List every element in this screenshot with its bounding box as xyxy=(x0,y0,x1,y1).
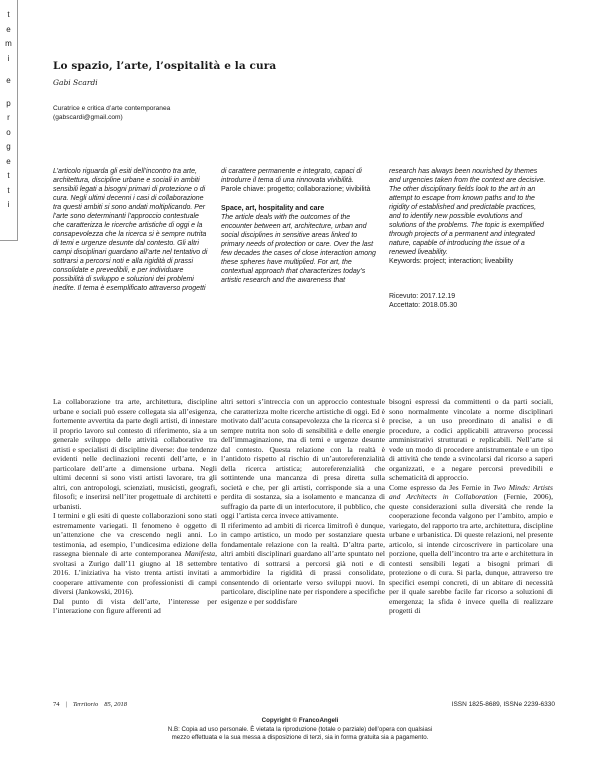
abstract-it-text-cont: di carattere permanente e integrato, capaci di introdurre il tema di una rinnovata vivibilità. xyxy=(221,168,362,184)
article-dates xyxy=(389,292,547,310)
side-tab-letter: e xyxy=(6,24,11,34)
copyright-line: Copyright © FrancoAngeli xyxy=(261,717,339,724)
side-tab-letter: o xyxy=(6,127,11,137)
issn: ISSN 1825-8689, ISSNe 2239-6330 xyxy=(451,701,555,708)
article-author: Gabi Scardi xyxy=(53,78,98,87)
paragraph: I termini e gli esiti di queste collaborazioni sono stati estremamente variegati. Il fenomeno è oggetto di un’attenzione che va crescendo negli anni. Lo testimonia, ad esempio, l’undicesima edizione della rassegna biennale di arte contemporanea Manifesta, svoltasi a Zurigo dall’11 giugno al 18 settembre 2016. L’iniziativa ha visto trenta artisti invitati a cooperare attivamente con professionisti di campi diversi (Jankowski, 2016). xyxy=(53,511,217,596)
copyright-notice xyxy=(0,717,600,743)
journal-name: Territorio xyxy=(72,701,99,708)
abstract-italian xyxy=(53,167,211,293)
side-tab-letter: i xyxy=(7,53,10,63)
author-affiliation xyxy=(53,104,170,122)
abstract-english xyxy=(389,167,547,310)
abstract-it-text: L’articolo riguarda gli esiti dell’incontro tra arte, architettura, discipline urbane e sociali in ambiti sensibili legati a bisogni primari di protezione o di cura. Negli ultimi decenni i casi di collaborazione tra questi ambiti si sono andati moltiplicando. Per l’arte sono determinanti l’approccio contestuale che caratterizza le ricerche artistiche di oggi e la consapevolezza che la ricerca si è sempre nutrita di temi e urgenze desunte dal contesto. Gli altri campi disciplinari guardano all’arte nel tentativo di sottrarsi a percorsi noti e alla rigidità di prassi consolidate e prevedibili, e per individuare possibilità di sviluppo e soluzioni dei problemi inedite. Il tema è esemplificato attraverso progetti xyxy=(53,168,208,292)
body-column-2 xyxy=(221,397,385,672)
page-number: 74 xyxy=(53,701,60,708)
section-side-tab xyxy=(0,0,18,241)
side-tab-letter: m xyxy=(5,39,12,48)
side-tab-letter: i xyxy=(7,200,10,209)
abstract-middle-column xyxy=(221,167,379,285)
paragraph: Dal punto di vista dell’arte, l’interesse per l’interazione con figure afferenti ad xyxy=(53,596,217,615)
abstract-it-keywords: Parole chiave: progetto; collaborazione; vivibilità xyxy=(221,186,371,193)
side-tab-letter: e xyxy=(6,156,11,166)
page-footer xyxy=(53,701,127,708)
affiliation-role: Curatrice e critica d’arte contemporanea xyxy=(53,105,171,112)
footer-separator: | xyxy=(65,701,67,708)
paragraph: Come espresso da Jes Fernie in Two Minds: Artists and Architects in Collaboration (Fernie, 2006), queste considerazioni sulla diversità che rende la cooperazione feconda valgono per l’ambito, ampio e variegato, del rapporto tra arte, architettura, discipline urbane e urbanistica. Di queste relazioni, nel presente articolo, si intende circoscrivere in particolare una porzione, quella dell’incontro tra arte e architettura in contesti sensibili legati a bisogni primari di protezione o di cura. Si parla, dunque, attraverso tre specifici esempi concreti, di un abitare di necessità per il quale sarebbe facile far ricorso a soluzioni di emergenza; la sfida è invece quella di realizzare progetti di xyxy=(389,482,553,615)
copyright-notice-line: N.B: Copia ad uso personale. È vietata la riproduzione (totale o parziale) dell’opera con qualsiasi xyxy=(167,725,433,733)
side-tab-letter: t xyxy=(7,185,10,195)
paragraph: La collaborazione tra arte, architettura, discipline urbane e sociali può essere collegata sia all’esigenza, fortemente avvertita da parte degli artisti, di innestare il proprio lavoro sul contesto di riferimento, sia a un generale sviluppo delle attività collaborative tra artisti e specialisti di discipline diverse: due tendenze evidenti nelle declinazioni recenti dell’arte, e in particolare dell’arte a dimensione urbana. Negli ultimi decenni si sono visti artisti lavorare, tra gli altri, con antropologi, scienziati, musicisti, geografi, filosofi; e inserirsi nell’iter progettuale di architetti e urbanisti. xyxy=(53,397,217,511)
side-tab-letter: g xyxy=(6,142,11,151)
abstract-en-keywords: Keywords: project; interaction; liveability xyxy=(389,258,514,265)
body-column-3 xyxy=(389,397,553,672)
copyright-notice-line: mezzo effettuata e la sua messa a disposizione di terzi, sia in forma gratuita sia a pagamento. xyxy=(171,734,429,741)
side-tab-letter: t xyxy=(7,171,10,180)
journal-issue: 85, 2018 xyxy=(104,701,127,708)
paragraph: altri settori s’intreccia con un approccio contestuale che caratterizza molte ricerche artistiche di oggi. Ed è motivato dall’acuta consapevolezza che la ricerca si è sempre nutrita non solo di sensibilità e delle energie dell’immaginazione, ma di temi e urgenze desunte dal contesto. Questa relazione con la realtà è l’antidoto rispetto al rischio di un’autoreferenzialità della ricerca artistica; autoreferenzialità che sottintende una mancanza di presa diretta sulla società e che, per gli artisti, corrisponde sia a una perdita di sostanza, sia a isolamento e mancanza di suffragio da parte di un interlocutore, il pubblico, che oggi l’artista cerca invece attivamente. xyxy=(221,397,385,520)
side-tab-letter: t xyxy=(7,10,10,19)
article-title: Lo spazio, l’arte, l’ospitalità e la cura xyxy=(53,60,277,72)
paragraph: Il riferimento ad ambiti di ricerca limitrofi è dunque, in campo artistico, un modo per sostanziare questa fondamentale relazione con la realtà. D’altra parte, altri ambiti disciplinari guardano all’arte spuntato nel tentativo di sottrarsi a percorsi già noti e di ammorbidire la rigidità di prassi consolidate, consentendo di orientarle verso sviluppi nuovi. In particolare, discipline nate per rispondere a specifiche esigenze e per soddisfare xyxy=(221,520,385,606)
accepted-date: Accettato: 2018.05.30 xyxy=(389,302,458,309)
paragraph: bisogni espressi da committenti o da parti sociali, sono normalmente vincolate a norme disciplinari precise, a un uso preordinato di analisi e di procedure, a codici applicabili attraverso processi amministrativi strutturati e replicabili. Nell’arte si vede un modo di procedere antistrumentale e un tipo di attività che tende a svincolarsi dal ricorso a saperi organizzati, e a negare percorsi prevedibili e schematicità di approccio. xyxy=(389,397,553,482)
abstract-en-text-cont: research has always been nourished by themes and urgencies taken from the context are decisive. The other disciplinary fields look to the art in an attempt to escape from known paths and to the rigidity of established and predictable practices, and to identify new possible evolutions and solutions of the problems. The topic is exemplified through projects of a permanent and integrated nature, capable of introducing the issue of a renewed liveability. xyxy=(389,168,546,256)
author-email: (gabscardi@gmail.com) xyxy=(53,114,123,121)
book-title: Two Minds: Artists and Architects in Collaboration xyxy=(389,482,553,501)
body-column-1 xyxy=(53,397,217,672)
side-tab-letter: p xyxy=(6,98,11,108)
side-tab-letter: r xyxy=(7,113,10,122)
abstract-en-text: The article deals with the outcomes of the encounter between art, architecture, urban and social disciplines in sensitive areas linked to primary needs of protection or care. Over the last few decades the cases of close interaction among these spheres have multiplied. For art, the contextual approach that characterizes today’s artistic research and the awareness that xyxy=(221,214,376,284)
side-tab-letter: e xyxy=(6,76,11,85)
received-date: Ricevuto: 2017.12.19 xyxy=(389,293,456,300)
abstract-en-heading: Space, art, hospitality and care xyxy=(221,205,325,212)
manifesta-title: Manifesta xyxy=(184,549,216,558)
